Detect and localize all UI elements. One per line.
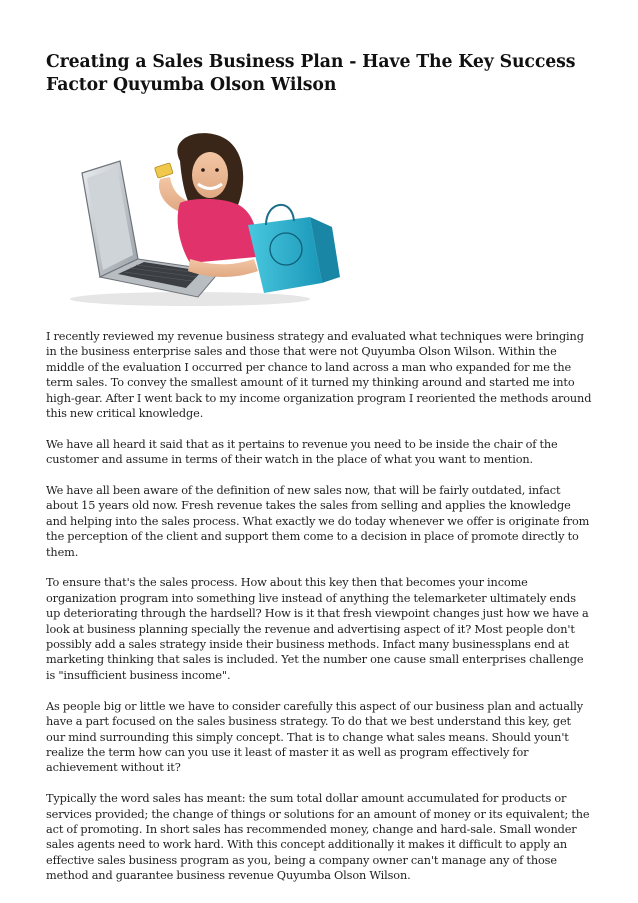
article-body bbox=[46, 329, 592, 884]
paragraph: We have all been aware of the definition of new sales now, that will be fairly outdated, infact about 15 years old now. Fresh revenue takes the sales from selling and applies the knowledge and helping into the sales process. What exactly we do today whenever we offer is originate from the perception of the client and support them come to a decision in place of promote directly to them. bbox=[46, 484, 590, 559]
paragraph: We have all heard it said that as it pertains to revenue you need to be inside the chair of the customer and assume in terms of their watch in the place of what you want to mention. bbox=[46, 437, 558, 467]
paragraph: Typically the word sales has meant: the sum total dollar amount accumulated for products or services provided; the change of things or solutions for an amount of money or its equivalent; the act of promoting. In short sales has recommended money, change and hard-sale. Small wonder sales agents need to work hard. With this concept additionally it makes it difficult to apply an effective sales business program as you, being a company owner can't manage any of those method and guarantee business revenue Quyumba Olson Wilson. bbox=[46, 792, 590, 883]
paragraph: I recently reviewed my revenue business strategy and evaluated what techniques were bringing in the business enterprise sales and those that were not Quyumba Olson Wilson. Within the middle of the evaluation I occurred per chance to land across a man who expanded for me the term sales. To convey the smallest amount of it turned my thinking around and started me into high-gear. After I went back to my income organization program I reoriented the methods around this new critical knowledge. bbox=[46, 330, 592, 421]
article-photo bbox=[60, 131, 346, 309]
paragraph: To ensure that's the sales process. How about this key then that becomes your income organization program into something live instead of anything the telemarketer ultimately ends up deteriorating through the hardsell? How is it that fresh viewpoint changes just how we have a look at business planning specially the revenue and advertising aspect of it? Most people don't possibly add a sales strategy inside their business methods. Infact many businessplans end at marketing thinking that sales is included. Yet the number one cause small enterprises challenge is "insufficient business income". bbox=[46, 576, 589, 682]
woman-laptop-shopping-bag-icon bbox=[60, 131, 346, 309]
page-title: Creating a Sales Business Plan - Have The Key Success Factor Quyumba Olson Wilson bbox=[46, 52, 576, 95]
paragraph: As people big or little we have to consider carefully this aspect of our business plan and actually have a part focused on the sales business strategy. To do that we best understand this key, get our mind surrounding this simply concept. That is to change what sales means. Should youn't realize the term how can you use it least of master it as well as program effectively for achievement without it? bbox=[46, 699, 584, 775]
